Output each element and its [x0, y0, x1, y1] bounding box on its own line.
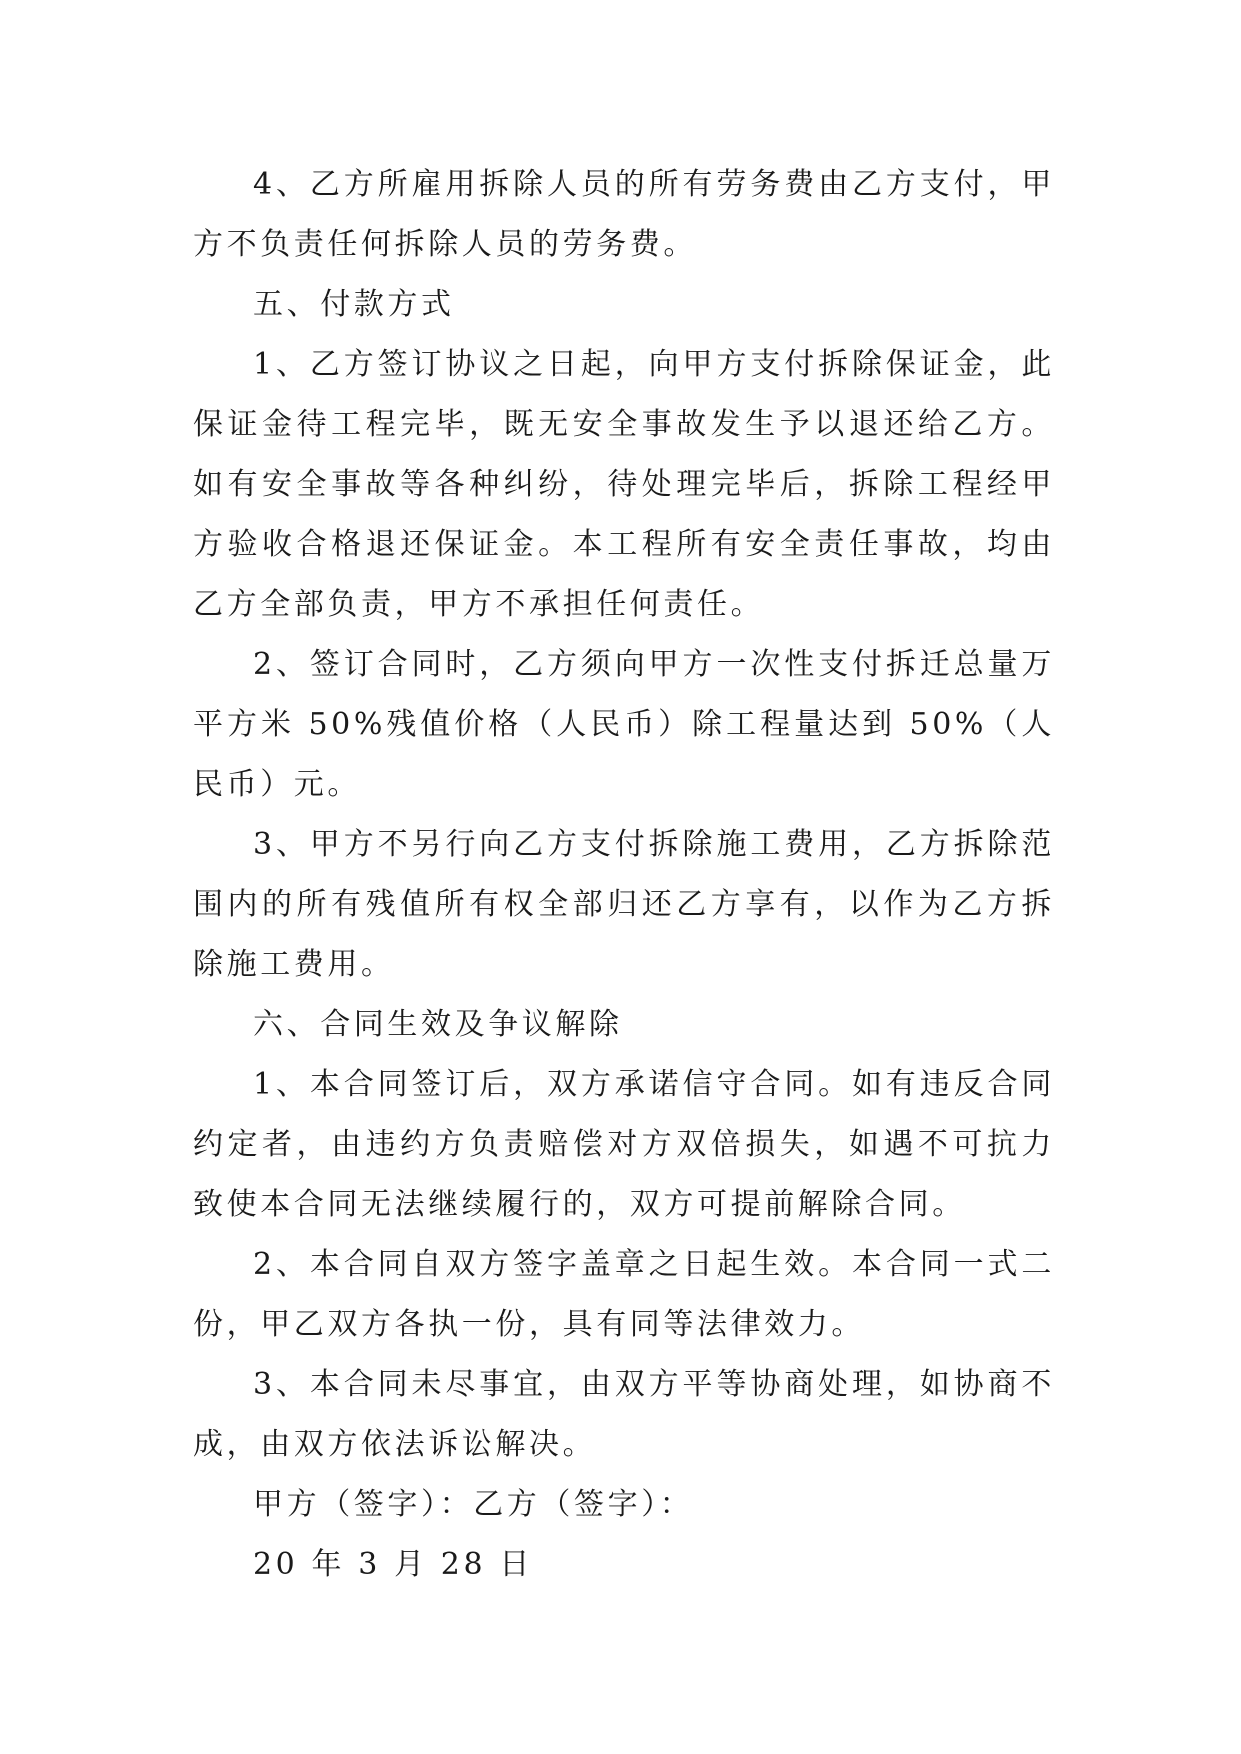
section-heading-payment: 五、付款方式	[253, 287, 455, 322]
clause-3-disputes: 3、本合同未尽事宜，由双方平等协商处理，如协商不成，由双方依法诉讼解决。	[193, 1367, 1055, 1462]
clause-3-residual-value: 3、甲方不另行向乙方支付拆除施工费用，乙方拆除范围内的所有残值所有权全部归还乙方享有，以作为乙方拆除施工费用。	[193, 827, 1055, 982]
clause-2-effective: 2、本合同自双方签字盖章之日起生效。本合同一式二份，甲乙双方各执一份，具有同等法律效力。	[193, 1247, 1055, 1342]
signature-line: 甲方（签字）：乙方（签字）：	[253, 1487, 694, 1522]
section-heading-effect: 六、合同生效及争议解除	[253, 1007, 623, 1042]
document-body	[193, 155, 1055, 1595]
clause-1-deposit: 1、乙方签订协议之日起，向甲方支付拆除保证金，此保证金待工程完毕，既无安全事故发生予以退还给乙方。如有安全事故等各种纠纷，待处理完毕后，拆除工程经甲方验收合格退还保证金。本工程所有安全责任事故，均由乙方全部负责，甲方不承担任何责任。	[193, 347, 1055, 622]
clause-1-compliance: 1、本合同签订后，双方承诺信守合同。如有违反合同约定者，由违约方负责赔偿对方双倍损失，如遇不可抗力致使本合同无法继续履行的，双方可提前解除合同。	[193, 1067, 1055, 1222]
date-line: 20 年 3 月 28 日	[253, 1547, 533, 1582]
clause-4-labor-fees: 4、乙方所雇用拆除人员的所有劳务费由乙方支付，甲方不负责任何拆除人员的劳务费。	[193, 167, 1055, 262]
clause-2-payment: 2、签订合同时，乙方须向甲方一次性支付拆迁总量万平方米 50%残值价格（人民币）除工程量达到 50%（人民币）元。	[193, 647, 1055, 802]
